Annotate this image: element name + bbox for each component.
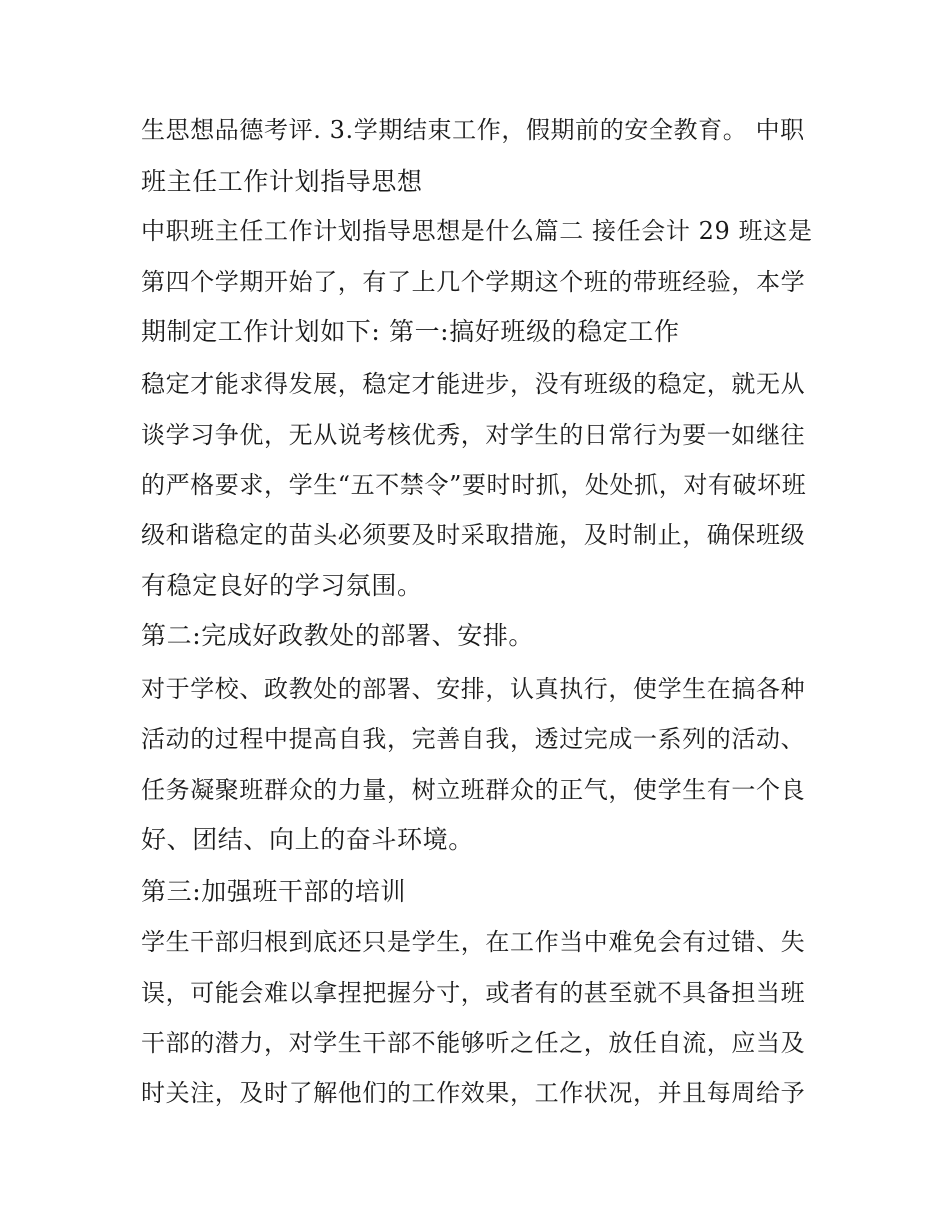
text-line: 干部的潜力，对学生干部不能够听之任之，放任自流，应当及 <box>141 1029 806 1057</box>
text-line: 中职班主任工作计划指导思想是什么篇二 接任会计 29 班这是 <box>141 217 813 245</box>
text-line: 好、团结、向上的奋斗环境。 <box>141 825 474 854</box>
text-line: 班主任工作计划指导思想 <box>141 167 423 196</box>
text-line: 误，可能会难以拿捏把握分寸，或者有的甚至就不具备担当班 <box>141 979 806 1007</box>
text-line: 学生干部归根到底还只是学生，在工作当中难免会有过错、失 <box>141 928 806 956</box>
text-line: 级和谐稳定的苗头必须要及时采取措施，及时制止，确保班级 <box>141 521 806 549</box>
text-line: 有稳定良好的学习氛围。 <box>141 571 423 600</box>
text-line: 稳定才能求得发展，稳定才能进步，没有班级的稳定，就无从 <box>141 370 806 398</box>
text-line: 对于学校、政教处的部署、安排，认真执行，使学生在搞各种 <box>141 675 806 703</box>
text-line: 的严格要求，学生“五不禁令”要时时抓，处处抓，对有破坏班 <box>141 471 807 499</box>
text-line: 第二:完成好政教处的部署、安排。 <box>141 621 535 650</box>
text-line: 谈学习争优，无从说考核优秀，对学生的日常行为要一如继往 <box>141 421 806 449</box>
text-line: 活动的过程中提高自我，完善自我，透过完成一系列的活动、 <box>141 725 806 753</box>
text-line: 时关注，及时了解他们的工作效果，工作状况，并且每周给予 <box>141 1079 806 1107</box>
text-line: 第四个学期开始了，有了上几个学期这个班的带班经验，本学 <box>141 268 806 296</box>
text-line: 第三:加强班干部的培训 <box>141 877 407 906</box>
text-line: 任务凝聚班群众的力量，树立班群众的正气，使学生有一个良 <box>141 776 806 804</box>
text-line: 生思想品德考评. 3.学期结束工作，假期前的安全教育。 中职 <box>141 116 805 144</box>
text-line: 期制定工作计划如下: 第一:搞好班级的稳定工作 <box>141 317 680 346</box>
